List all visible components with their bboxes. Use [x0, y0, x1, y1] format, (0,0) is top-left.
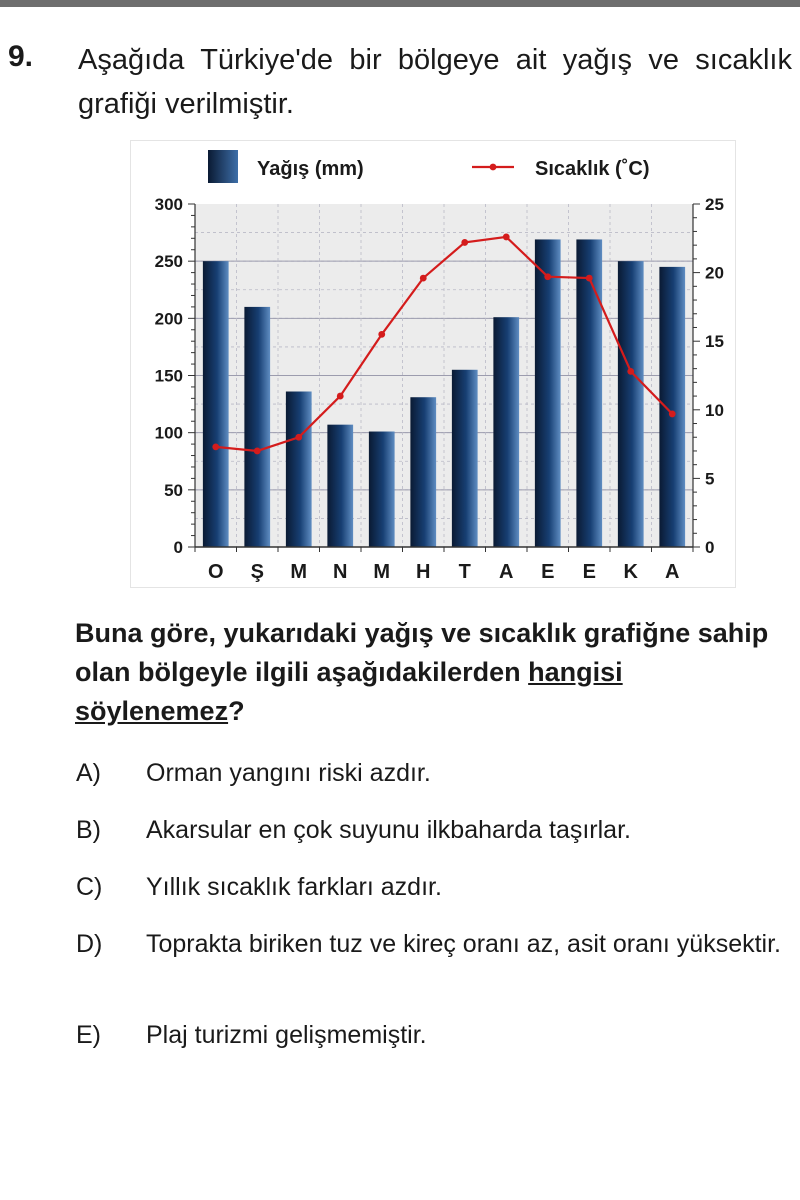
- temperature-point: [461, 239, 468, 246]
- temperature-point: [627, 368, 634, 375]
- precipitation-bar: [535, 239, 561, 547]
- precipitation-bar: [327, 425, 353, 547]
- question-intro: Aşağıda Türkiye'de bir bölgeye ait yağış ve sıcaklık grafiği verilmiştir.: [78, 44, 792, 120]
- legend-label-temperature: Sıcaklık (˚C): [535, 158, 650, 180]
- precipitation-bar: [493, 317, 519, 547]
- precipitation-bar: [244, 307, 270, 547]
- month-label: O: [207, 561, 224, 583]
- climate-chart: [130, 140, 736, 588]
- precipitation-bar: [203, 261, 229, 547]
- left-axis-tick-label: 100: [154, 423, 183, 443]
- temperature-point: [544, 273, 551, 280]
- right-axis-tick-label: 20: [705, 263, 724, 283]
- month-label: N: [333, 561, 348, 583]
- choice-text: Orman yangını riski azdır.: [146, 759, 431, 787]
- right-axis-tick-label: 0: [705, 538, 715, 557]
- month-label: H: [416, 561, 431, 583]
- climate-chart-svg: [131, 141, 737, 589]
- choice-letter: D): [76, 930, 103, 958]
- top-bar: [0, 0, 800, 7]
- temperature-point: [503, 234, 510, 241]
- right-axis-tick-label: 10: [705, 400, 724, 420]
- precipitation-bar: [369, 432, 395, 547]
- choice-text: Toprakta biriken tuz ve kireç oranı az, asit oranı yüksektir.: [146, 930, 781, 958]
- legend-bar-swatch: [208, 150, 238, 183]
- left-axis-tick-label: 200: [154, 309, 183, 329]
- temperature-point: [669, 411, 676, 418]
- question-stem-end: ?: [228, 696, 245, 726]
- choice-letter: A): [76, 759, 101, 787]
- month-label: A: [499, 561, 514, 583]
- choice-letter: C): [76, 873, 103, 901]
- precipitation-bar: [576, 239, 602, 547]
- temperature-point: [420, 275, 427, 282]
- precipitation-bar: [452, 370, 478, 547]
- choice-text: Yıllık sıcaklık farkları azdır.: [146, 873, 442, 901]
- temperature-point: [337, 393, 344, 400]
- month-label: M: [290, 561, 308, 583]
- month-label: E: [582, 561, 596, 583]
- question-stem-underlined: hangisi söylenemez: [75, 657, 623, 726]
- right-axis-tick-label: 15: [705, 332, 724, 352]
- month-label: E: [541, 561, 555, 583]
- left-axis-tick-label: 250: [154, 252, 183, 272]
- left-axis-tick-label: 150: [154, 366, 183, 386]
- right-axis-tick-label: 25: [705, 195, 724, 214]
- temperature-point: [295, 434, 302, 441]
- choice-text: Akarsular en çok suyunu ilkbaharda taşırlar.: [146, 816, 631, 844]
- precipitation-bar: [659, 267, 685, 547]
- precipitation-bar: [410, 397, 436, 547]
- left-axis-tick-label: 50: [164, 480, 183, 500]
- month-label: M: [373, 561, 391, 583]
- question-number: 9.: [8, 40, 34, 73]
- temperature-point: [378, 331, 385, 338]
- legend-line-marker: [490, 164, 497, 171]
- left-axis-tick-label: 300: [154, 195, 183, 214]
- right-axis-tick-label: 5: [705, 469, 715, 489]
- month-label: A: [665, 561, 680, 583]
- temperature-point: [212, 443, 219, 450]
- left-axis-tick-label: 0: [173, 538, 183, 557]
- choice-letter: E): [76, 1021, 101, 1049]
- precipitation-bar: [618, 261, 644, 547]
- month-label: Ş: [250, 561, 264, 583]
- precipitation-bar: [286, 392, 312, 547]
- legend-label-precipitation: Yağış (mm): [257, 158, 364, 180]
- temperature-point: [586, 275, 593, 282]
- month-label: K: [623, 561, 638, 583]
- question-stem-text: Buna göre, yukarıdaki yağış ve sıcaklık grafiğne sahip olan bölgeyle ilgili aşağıdakilerden: [75, 618, 769, 687]
- choice-text: Plaj turizmi gelişmemiştir.: [146, 1021, 427, 1049]
- month-label: T: [458, 561, 471, 583]
- temperature-point: [254, 448, 261, 455]
- question-stem: [75, 614, 791, 731]
- choice-letter: B): [76, 816, 101, 844]
